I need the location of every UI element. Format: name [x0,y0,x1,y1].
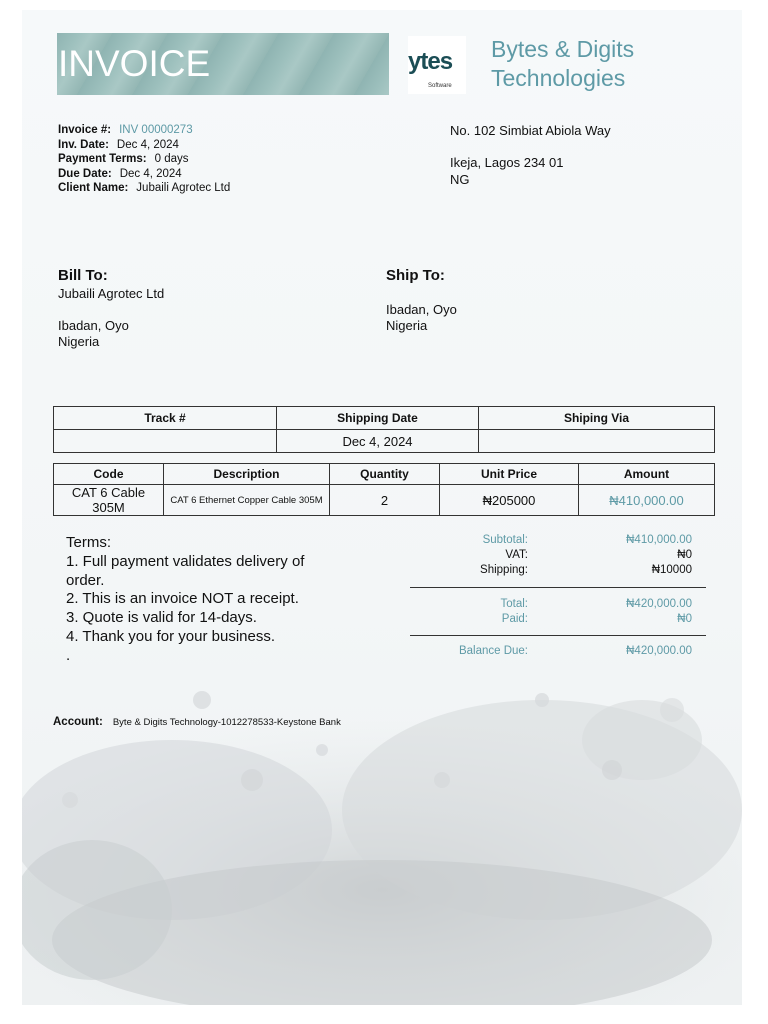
ship-to-country: Nigeria [386,318,428,333]
subtotal-value: ₦410,000.00 [626,534,692,546]
client-name: Jubaili Agrotec Ltd [136,182,231,194]
total-row [410,598,706,613]
paid-value: ₦0 [677,613,692,625]
invoice-meta [58,123,230,196]
due-date-label: Due Date: [58,167,112,180]
shipping-date: Dec 4, 2024 [277,430,479,453]
header-track: Track # [54,407,277,430]
header-quantity: Quantity [330,464,440,485]
invoice-sheet [22,10,742,1005]
account-label: Account: [53,716,103,728]
invoice-date-row [58,138,230,153]
logo-wordmark: ytes [408,48,453,75]
account-info [53,716,341,728]
balance-divider [410,635,706,636]
shipping-row [410,564,706,579]
vat-row [410,549,706,564]
header-unit-price: Unit Price [440,464,579,485]
invoice-date: Dec 4, 2024 [116,138,179,151]
bill-to-name: Jubaili Agrotec Ltd [58,286,165,301]
logo-tagline: Software [428,83,452,89]
company-name [491,35,634,93]
client-name-row [58,181,230,196]
due-date: Dec 4, 2024 [119,167,182,180]
item-description: CAT 6 Ethernet Copper Cable 305M [164,485,330,516]
ship-to [386,267,457,334]
total-label: Total: [500,598,528,610]
subtotal-label: Subtotal: [482,534,528,546]
shipping-table-header [54,407,715,430]
items-table-header [54,464,715,485]
company-name-line1: Bytes & Digits [491,36,635,62]
payment-terms: 0 days [154,153,189,165]
due-date-row [58,167,230,182]
invoice-number-row [58,123,230,138]
bill-to-city: Ibadan, Oyo [58,318,129,333]
paid-row [410,613,706,628]
invoice-number: INV 00000273 [119,124,193,136]
invoice-date-label: Inv. Date: [58,138,109,151]
invoice-banner [57,33,389,95]
account-value: Byte & Digits Technology-1012278533-Keystone Bank [112,717,341,728]
header-description: Description [164,464,330,485]
item-unit-price: ₦205000 [440,485,579,516]
address-line1: No. 102 Simbiat Abiola Way [450,123,611,138]
terms-line: . [66,646,71,664]
company-logo [408,36,466,94]
ship-to-title: Ship To: [386,267,445,284]
terms-line: 4. Thank you for your business. [66,627,276,645]
header-code: Code [54,464,164,485]
address-line3: NG [450,172,470,187]
terms-title: Terms: [66,534,111,551]
total-value: ₦420,000.00 [626,598,692,610]
terms-block [66,534,336,666]
bill-to-country: Nigeria [58,334,100,349]
client-name-label: Client Name: [58,182,129,194]
ship-to-city: Ibadan, Oyo [386,302,457,317]
item-quantity: 2 [330,485,440,516]
bill-to-title: Bill To: [58,267,108,284]
balance-due-label: Balance Due: [458,645,528,657]
vat-value: ₦0 [677,549,692,561]
terms-line: 2. This is an invoice NOT a receipt. [66,590,299,608]
shipping-label: Shipping: [480,564,528,576]
shipping-value: ₦10000 [651,564,692,576]
payment-terms-label: Payment Terms: [58,153,147,165]
item-code: CAT 6 Cable 305M [54,485,164,516]
header-amount: Amount [579,464,715,485]
totals-block [410,534,706,660]
bill-to [58,267,164,350]
table-row [54,485,715,516]
vat-label: VAT: [505,549,528,561]
company-name-line2: Technologies [491,65,626,91]
company-address [450,122,611,188]
terms-line: 1. Full payment validates delivery of order. [66,552,305,589]
invoice-number-label: Invoice #: [58,124,112,136]
header-shipping-via: Shiping Via [479,407,715,430]
table-row [54,430,715,453]
balance-due-row [410,645,706,660]
payment-terms-row [58,152,230,167]
shipping-table [53,406,715,453]
shipping-via [479,430,715,453]
header-shipping-date: Shipping Date [277,407,479,430]
totals-divider [410,587,706,588]
address-line2: Ikeja, Lagos 234 01 [450,155,564,170]
terms-line: 3. Quote is valid for 14-days. [66,609,257,627]
items-table [53,463,715,516]
item-amount: ₦410,000.00 [579,485,715,516]
balance-due-value: ₦420,000.00 [626,645,692,657]
subtotal-row [410,534,706,549]
invoice-title: INVOICE [58,43,211,84]
paid-label: Paid: [501,613,528,625]
track-number [54,430,277,453]
